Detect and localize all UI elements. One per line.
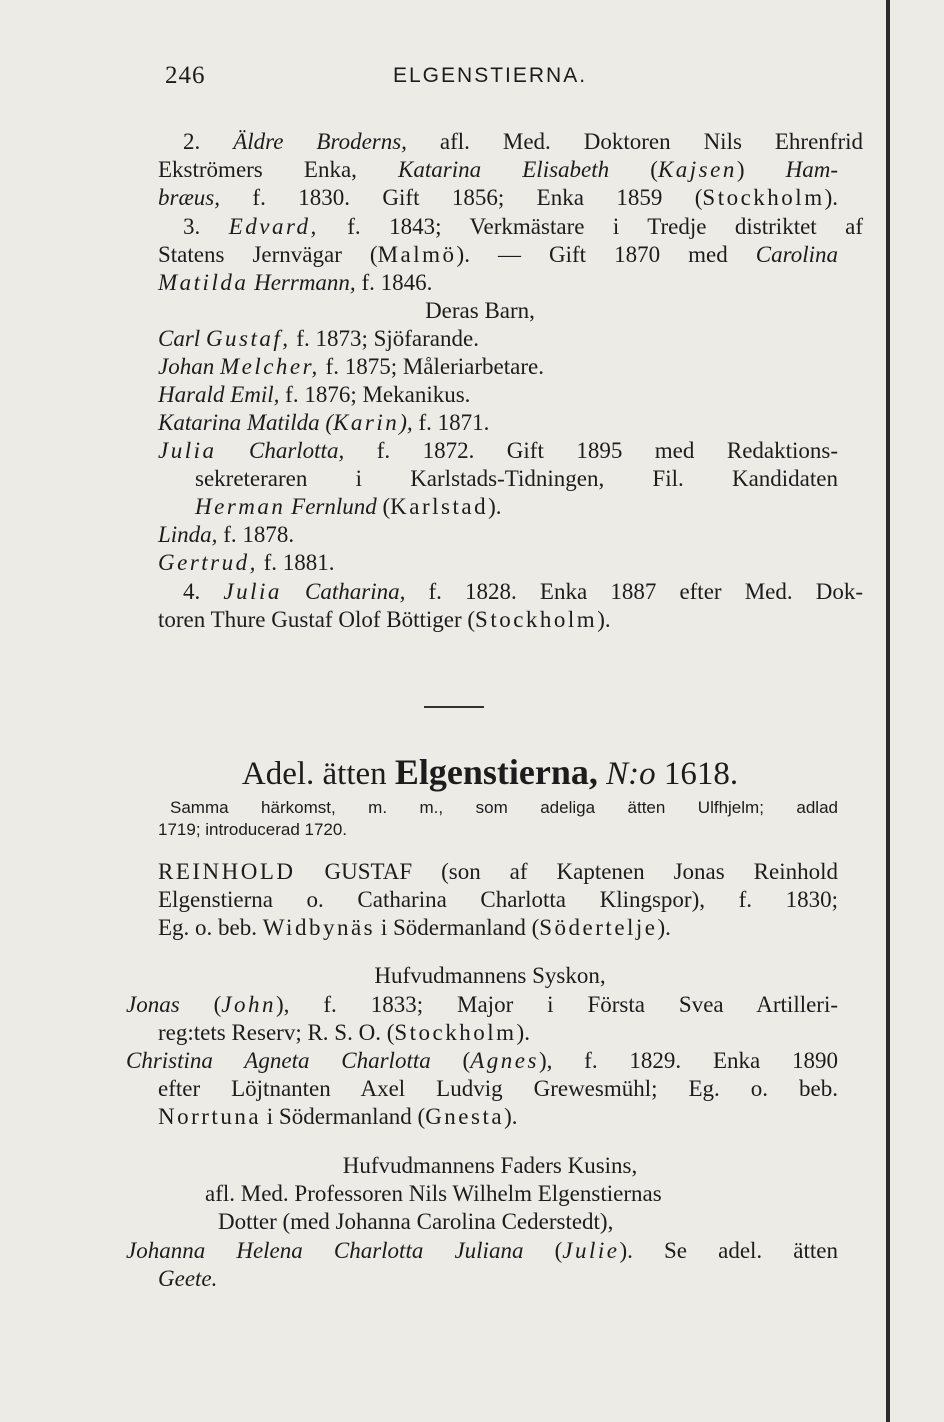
sibling-jonas-line-1: Jonas (John), f. 1833; Major i Första Svea Artilleri-: [126, 992, 839, 1017]
running-title: ELGENSTIERNA.: [393, 64, 588, 87]
sibling-christina-line-2: efter Löjtnanten Axel Ludvig Grewesmühl; Eg. o. beb.: [158, 1076, 838, 1101]
child-linda: Linda, f. 1878.: [158, 522, 295, 547]
intro-line-1: Samma härkomst, m. m., som adeliga ätten Ulfhjelm; adlad: [170, 798, 838, 817]
main-line-1: REINHOLD GUSTAF (son af Kaptenen Jonas Reinhold: [158, 859, 838, 884]
sibling-jonas-line-2: reg:tets Reserv; R. S. O. (Stockholm).: [158, 1020, 530, 1045]
section-divider: [424, 706, 484, 708]
entry-2-line-2: Ekströmers Enka, Katarina Elisabeth (Kajsen) Ham-: [158, 157, 839, 182]
cousin-johanna-line-2: Geete.: [158, 1266, 218, 1291]
intro-line-2: 1719; introducerad 1720.: [158, 820, 348, 839]
cousins-line-3: Dotter (med Johanna Carolina Cederstedt),: [218, 1209, 614, 1234]
siblings-heading: Hufvudmannens Syskon,: [374, 963, 606, 988]
page-header: [165, 62, 765, 98]
child-carl: Carl Gustaf, f. 1873; Sjöfarande.: [158, 326, 479, 351]
child-gertrud: Gertrud, f. 1881.: [158, 550, 335, 575]
sibling-christina-line-1: Christina Agneta Charlotta (Agnes), f. 1829. Enka 1890: [126, 1048, 839, 1073]
cousins-line-2: afl. Med. Professoren Nils Wilhelm Elgenstiernas: [205, 1181, 662, 1206]
main-line-2: Elgenstierna o. Catharina Charlotta Klingspor), f. 1830;: [158, 887, 838, 912]
entry-3-line-2: Statens Jernvägar (Malmö). — Gift 1870 med Carolina: [158, 242, 839, 267]
children-heading: Deras Barn,: [425, 298, 535, 323]
child-julia-line-3: Herman Fernlund (Karlstad).: [195, 494, 502, 519]
entry-2-line-1: 2. Äldre Broderns, afl. Med. Doktoren Nils Ehrenfrid: [183, 129, 863, 154]
sibling-christina-line-3: Norrtuna i Södermanland (Gnesta).: [158, 1104, 518, 1129]
child-harald: Harald Emil, f. 1876; Mekanikus.: [158, 382, 471, 407]
section-title: Adel. ätten Elgenstierna, N:o 1618.: [241, 752, 739, 792]
cousin-johanna-line-1: Johanna Helena Charlotta Juliana (Julie). Se adel. ätten: [126, 1238, 838, 1263]
entry-4-line-1: 4. Julia Catharina, f. 1828. Enka 1887 efter Med. Dok-: [183, 579, 864, 604]
child-johan: Johan Melcher, f. 1875; Måleriarbetare.: [158, 354, 544, 379]
page-number: 246: [165, 62, 206, 89]
main-line-3: Eg. o. beb. Widbynäs i Södermanland (Södertelje).: [158, 915, 671, 940]
entry-2-line-3: bræus, f. 1830. Gift 1856; Enka 1859 (Stockholm).: [158, 185, 839, 210]
entry-4-line-2: toren Thure Gustaf Olof Böttiger (Stockholm).: [158, 607, 611, 632]
child-julia-line-1: Julia Charlotta, f. 1872. Gift 1895 med Redaktions-: [158, 438, 839, 463]
entry-3-line-3: Matilda Herrmann, f. 1846.: [158, 270, 433, 295]
child-julia-line-2: sekreteraren i Karlstads-Tidningen, Fil. Kandidaten: [195, 466, 838, 491]
cousins-heading: Hufvudmannens Faders Kusins,: [342, 1153, 638, 1178]
child-katarina: Katarina Matilda (Karin), f. 1871.: [158, 410, 490, 435]
entry-3-line-1: 3. Edvard, f. 1843; Verkmästare i Tredje distriktet af: [183, 214, 863, 239]
